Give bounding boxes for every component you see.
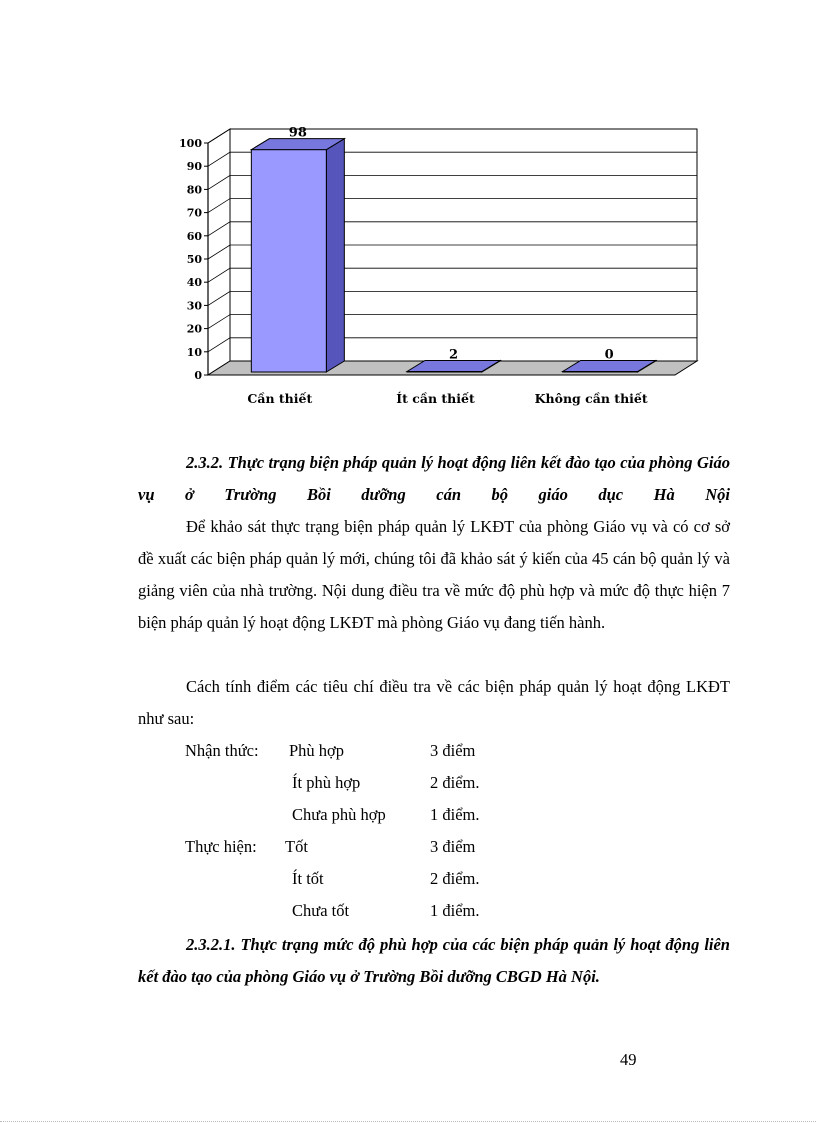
paragraph-survey: Để khảo sát thực trạng biện pháp quản lý LKĐT của phòng Giáo vụ và có cơ sở đề xuất các biện pháp quản lý mới, chúng tôi đã khảo sát ý kiến của 45 cán bộ quản lý và giảng viên của nhà trường. Nội dung điều tra về mức độ phù hợp và mức độ thực hiện 7 biện pháp quản lý hoạt động LKĐT mà phòng Giáo vụ đang tiến hành. xyxy=(138,517,730,632)
data-label: 98 xyxy=(288,125,307,141)
data-label: 0 xyxy=(604,347,614,363)
implementation-label: Thực hiện: xyxy=(185,837,257,856)
x-tick-label: Cần thiết xyxy=(247,391,313,406)
footer-divider xyxy=(0,1121,816,1122)
awareness-label: Nhận thức: xyxy=(185,741,259,760)
criteria-level: Phù hợp xyxy=(289,741,345,760)
criteria-level: Chưa tốt xyxy=(292,901,350,920)
bar xyxy=(251,150,326,372)
paragraph-scoring: Cách tính điểm các tiêu chí điều tra về các biện pháp quản lý hoạt động LKĐT như sau: xyxy=(138,677,730,728)
bar-side xyxy=(326,139,344,372)
page-number: 49 xyxy=(620,1050,637,1069)
y-tick-label: 100 xyxy=(179,137,202,150)
criteria-level: Chưa phù hợp xyxy=(292,805,386,824)
criteria-level: Ít tốt xyxy=(292,869,324,888)
y-tick-label: 50 xyxy=(186,253,202,266)
subsection-heading: 2.3.2.1. Thực trạng mức độ phù hợp của các biện pháp quản lý hoạt động liên kết đào tạo của phòng Giáo vụ ở Trường Bồi dưỡng CBGD Hà Nội. xyxy=(138,935,730,986)
y-tick-label: 30 xyxy=(186,299,202,313)
y-tick-label: 70 xyxy=(186,206,202,220)
criteria-score: 3 điểm xyxy=(430,837,476,856)
x-tick-label: Không cần thiết xyxy=(534,391,648,406)
y-tick-label: 90 xyxy=(186,160,202,174)
y-tick-label: 0 xyxy=(194,369,202,382)
criteria-score: 3 điểm xyxy=(430,741,476,760)
section-heading: 2.3.2. Thực trạng biện pháp quản lý hoạt động liên kết đào tạo của phòng Giáo vụ ở Trường Bồi dưỡng cán bộ giáo dục Hà Nội xyxy=(138,453,730,504)
criteria-score: 2 điểm. xyxy=(430,773,480,792)
y-tick-label: 80 xyxy=(186,183,202,197)
x-tick-label: Ít cần thiết xyxy=(396,391,475,406)
criteria-level: Tốt xyxy=(285,837,308,856)
y-tick-label: 20 xyxy=(186,322,202,336)
criteria-score: 2 điểm. xyxy=(430,869,480,888)
y-tick-label: 10 xyxy=(186,345,202,359)
y-tick-label: 60 xyxy=(186,229,202,243)
criteria-score: 1 điểm. xyxy=(430,805,480,824)
bar-chart xyxy=(170,125,700,415)
criteria-level: Ít phù hợp xyxy=(292,773,361,792)
data-label: 2 xyxy=(448,347,459,363)
criteria-score: 1 điểm. xyxy=(430,901,480,920)
y-tick-label: 40 xyxy=(186,276,202,290)
